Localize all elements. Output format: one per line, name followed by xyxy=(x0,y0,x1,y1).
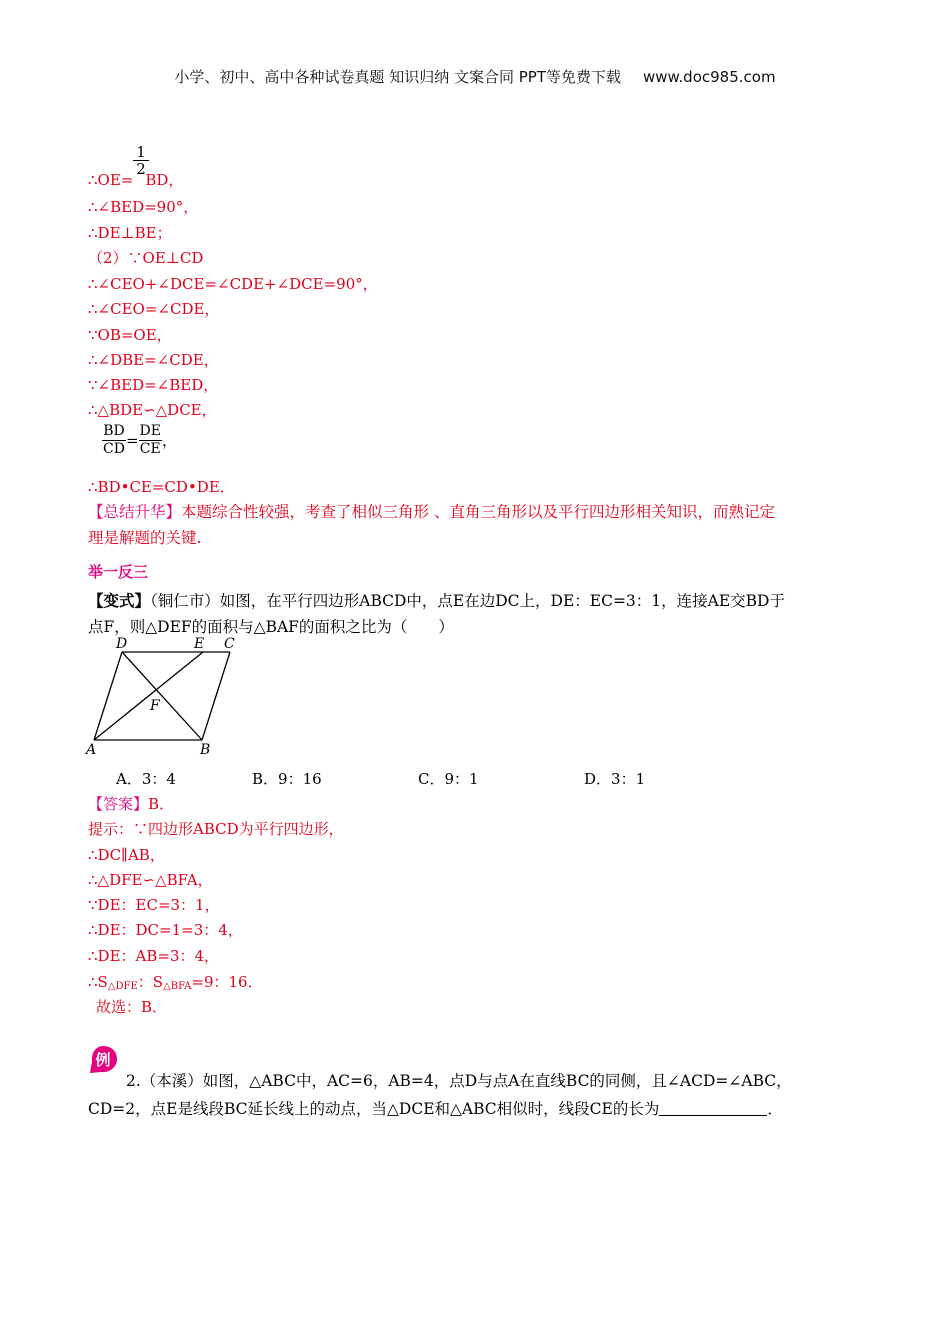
example-text-2: CD=2，点E是线段BC延长线上的动点，当△DCE和△ABC相似时，线段CE的长为 xyxy=(88,1100,660,1118)
label-e: E xyxy=(194,636,205,652)
area-sub-dfe: △DFE xyxy=(107,981,138,992)
summary-tag: 【总结升华】 xyxy=(88,503,182,521)
answer-step: ∴DC∥AB， xyxy=(88,846,165,864)
area-tail: =9：16． xyxy=(191,973,263,991)
solution-line: ∴∠BED=90°， xyxy=(88,198,199,216)
area-mid: ：S xyxy=(137,973,164,991)
answer-choose: 故选：B． xyxy=(96,998,168,1016)
variant-text-2: 点F，则△DEF的面积与△BAF的面积之比为（ ） xyxy=(88,618,454,636)
solution-line: ∴△BDE∽△DCE， xyxy=(88,401,217,419)
label-a: A xyxy=(86,742,97,758)
area-prefix: ∴S xyxy=(88,973,108,991)
label-c: C xyxy=(224,636,235,652)
ratio-equals: = xyxy=(125,431,139,450)
ratio-fraction-right xyxy=(139,423,162,458)
header-title: 小学、初中、高中各种试卷真题 知识归纳 文案合同 PPT等免费下载 xyxy=(174,68,621,86)
ratio-denominator: CE xyxy=(139,441,161,457)
solution-line: （2）∵OE⊥CD xyxy=(88,249,204,267)
label-d: D xyxy=(116,636,128,652)
answer-step: ∴△DFE∽△BFA， xyxy=(88,871,213,889)
segment-ae xyxy=(94,652,203,740)
area-sub-bfa: △BFA xyxy=(163,981,192,992)
answer-step: ∴DE：DC=1=3：4， xyxy=(88,921,243,939)
page-header xyxy=(0,66,950,87)
variant-tag: 【变式】 xyxy=(88,591,151,610)
answer-tag: 【答案】 xyxy=(88,795,149,813)
solution-line: ∵∠BED=∠BED， xyxy=(88,376,219,394)
solution-line: ∴DE⊥BE； xyxy=(88,224,172,242)
solution-text: ∴OE= xyxy=(88,171,134,189)
choice-b[interactable]: B．9：16 xyxy=(252,770,322,788)
example-badge-text: 例 xyxy=(95,1051,111,1069)
ratio-denominator: CD xyxy=(103,441,125,457)
header-url[interactable]: www.doc985.com xyxy=(642,68,776,86)
answer-line xyxy=(88,794,174,814)
ratio-numerator: DE xyxy=(139,423,161,439)
edge-ad xyxy=(94,652,122,740)
ratio-equation xyxy=(102,423,177,458)
choice-a[interactable]: A．3：4 xyxy=(116,770,176,788)
ratio-tail: ， xyxy=(161,431,177,450)
half-numerator: 1 xyxy=(133,144,149,161)
parallelogram-figure xyxy=(82,632,242,760)
solution-line: ∵OB=OE， xyxy=(88,326,172,344)
choices-row xyxy=(0,768,950,790)
section-title: 举一反三 xyxy=(88,563,149,581)
solution-text: BD， xyxy=(145,171,184,189)
example-text-1: 2.（本溪）如图，△ABC中，AC=6，AB=4，点D与点A在直线BC的同侧，且∠ACD=∠ABC， xyxy=(126,1072,792,1090)
answer-step: ∵DE：EC=3：1， xyxy=(88,896,220,914)
example-text-2-end: ． xyxy=(767,1100,783,1118)
half-denominator: 2 xyxy=(136,160,146,178)
label-b: B xyxy=(200,742,211,758)
solution-line-oe xyxy=(88,170,183,190)
diagonal-db xyxy=(122,652,202,740)
edge-cb xyxy=(202,652,230,740)
answer-step: ∴DE：AB=3：4， xyxy=(88,947,220,965)
ratio-numerator: BD xyxy=(103,423,125,439)
example-question xyxy=(88,1067,858,1123)
answer-hint: 提示：∵四边形ABCD为平行四边形， xyxy=(88,820,344,838)
choice-d[interactable]: D．3：1 xyxy=(584,770,646,788)
summary-text-1: 本题综合性较强，考查了相似三角形 、直角三角形以及平行四边形相关知识，而熟记定 xyxy=(181,503,775,521)
solution-line: ∴∠CEO+∠DCE=∠CDE+∠DCE=90°， xyxy=(88,275,378,293)
solution-line: ∴∠DBE=∠CDE， xyxy=(88,351,219,369)
answer-value: B． xyxy=(148,795,175,813)
answer-blank[interactable] xyxy=(659,1099,767,1116)
summary-block xyxy=(88,499,858,551)
summary-text-2: 理是解题的关键. xyxy=(88,529,202,547)
choice-c[interactable]: C．9：1 xyxy=(418,770,479,788)
label-f: F xyxy=(150,698,160,714)
solution-line: ∴∠CEO=∠CDE， xyxy=(88,300,220,318)
variant-text-1: （铜仁市）如图，在平行四边形ABCD中，点E在边DC上，DE：EC=3：1，连接AE交BD于 xyxy=(150,592,785,610)
solution-conclusion: ∴BD•CE=CD•DE． xyxy=(88,478,235,496)
ratio-fraction-left xyxy=(102,423,126,458)
answer-area-ratio xyxy=(88,972,263,997)
